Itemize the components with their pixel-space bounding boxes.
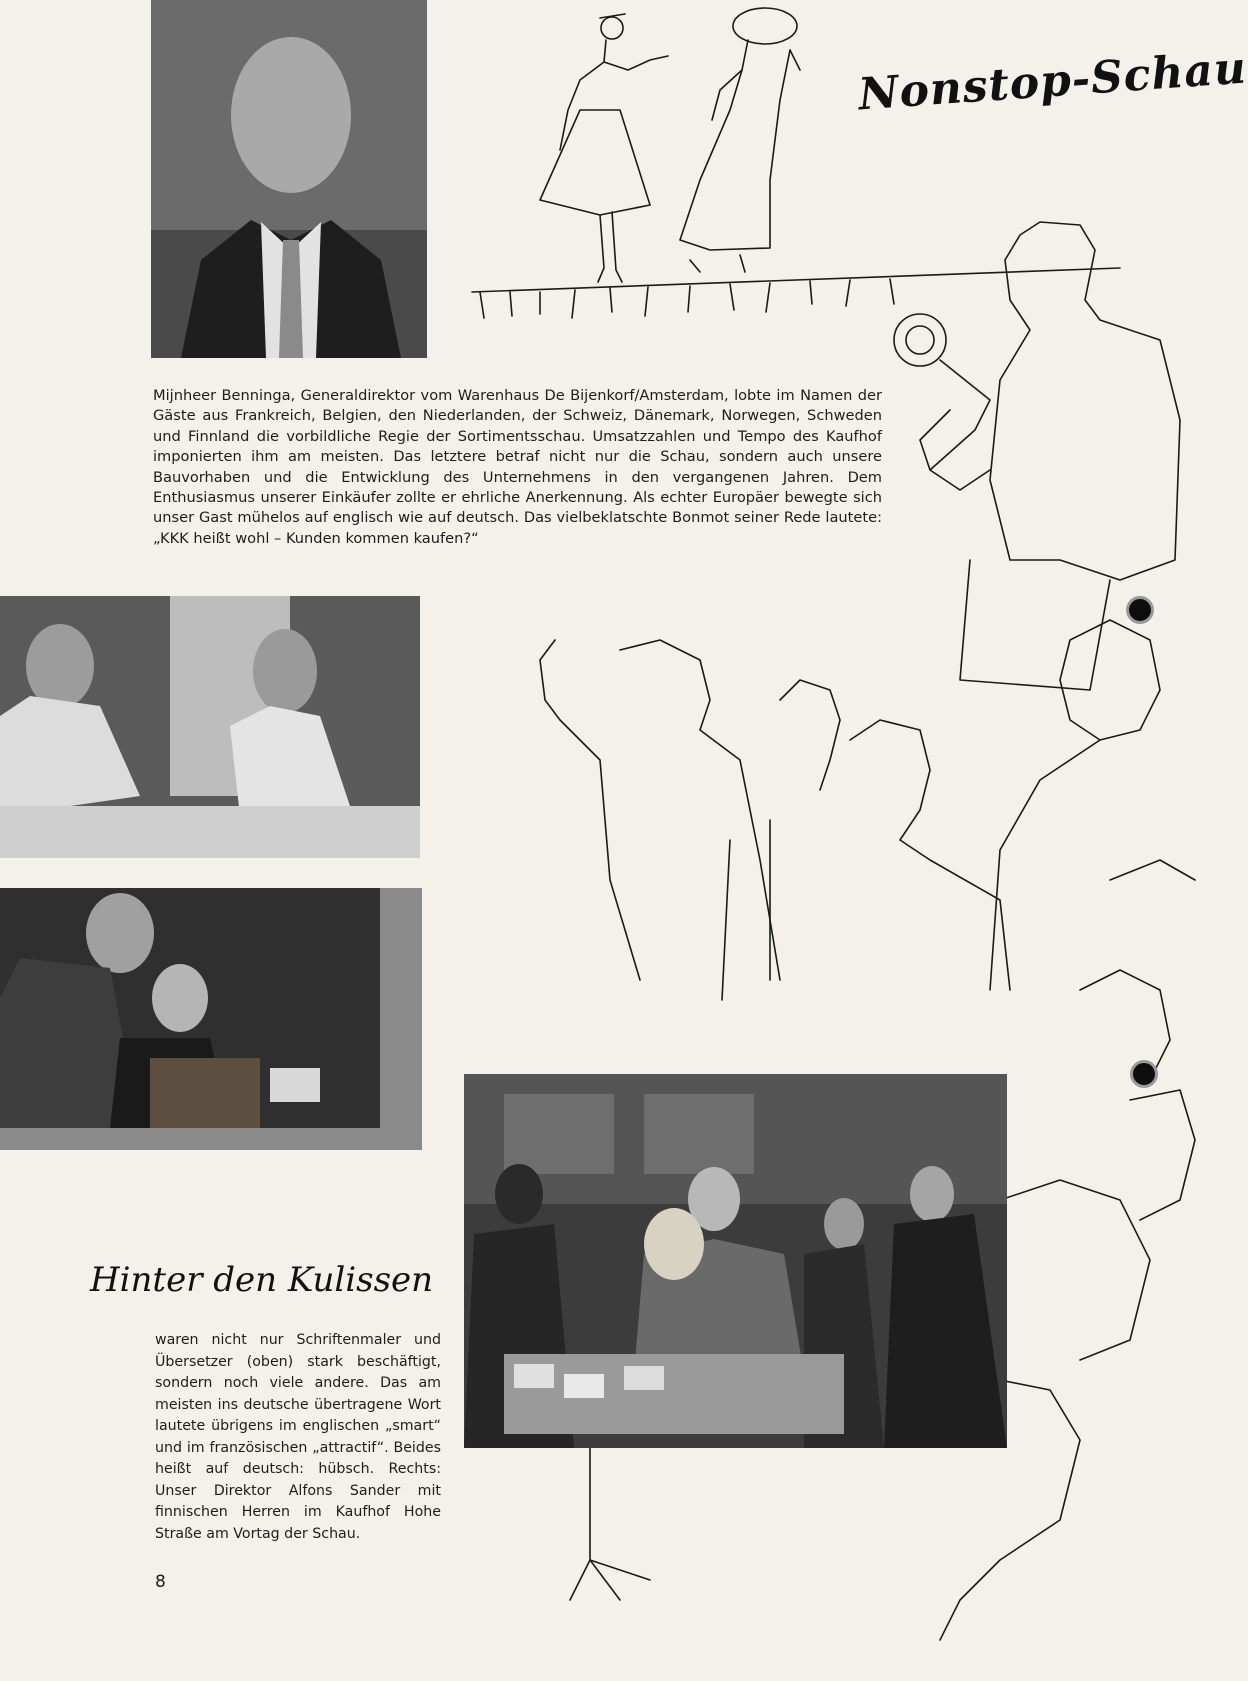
punch-hole [1130,1060,1158,1088]
main-paragraph: Mijnheer Benninga, Generaldirektor vom Warenhaus De Bijenkorf/Amsterdam, lobte im Namen der Gäste aus Frankreich, Belgien, den Niederlanden, der Schweiz, Dänemark, Norwegen, Schweden und Finnland die vorbildliche Regie der Sortimentsschau. Umsatzzahlen und Tempo des Kaufhof imponierten ihm am meisten. Das letztere betraf nicht nur die Schau, sondern auch unsere Bauvorhaben und die Entwicklung des Unternehmens in den vergangenen Jahren. Dem Enthusiasmus unserer Einkäufer zollte er ehrliche Anerkennung. Als echter Europäer bewegte sich unser Gast mühelos auf englisch wie auf deutsch. Das vielbeklatschte Bonmot seiner Rede lautete: „KKK heißt wohl – Kunden kommen kaufen?“ [153,387,882,547]
page-title: Nonstop-Schau [856,42,1248,121]
section-title: Hinter den Kulissen [90,1260,434,1300]
portrait-image [151,0,427,358]
sign-painters-image [0,596,420,858]
portrait-photo [151,0,427,358]
punch-hole [1126,596,1154,624]
translators-photo [0,888,422,1150]
director-guests-image [464,1074,1007,1448]
director-guests-photo [464,1074,1007,1448]
sign-painters-photo [0,596,420,858]
side-paragraph: waren nicht nur Schriftenmaler und Übersetzer (oben) stark beschäftigt, sondern noch viele andere. Das am meisten ins deutsche übertragene Wort lautete übrigens im englischen „smart“ und im französischen „attractif“. Beides heißt auf deutsch: hübsch. Rechts: Unser Direktor Alfons Sander mit finnischen Herren im Kaufhof Hohe Straße am Vortag der Schau. [155,1332,441,1542]
translators-image [0,888,422,1150]
page-number: 8 [155,1572,166,1592]
